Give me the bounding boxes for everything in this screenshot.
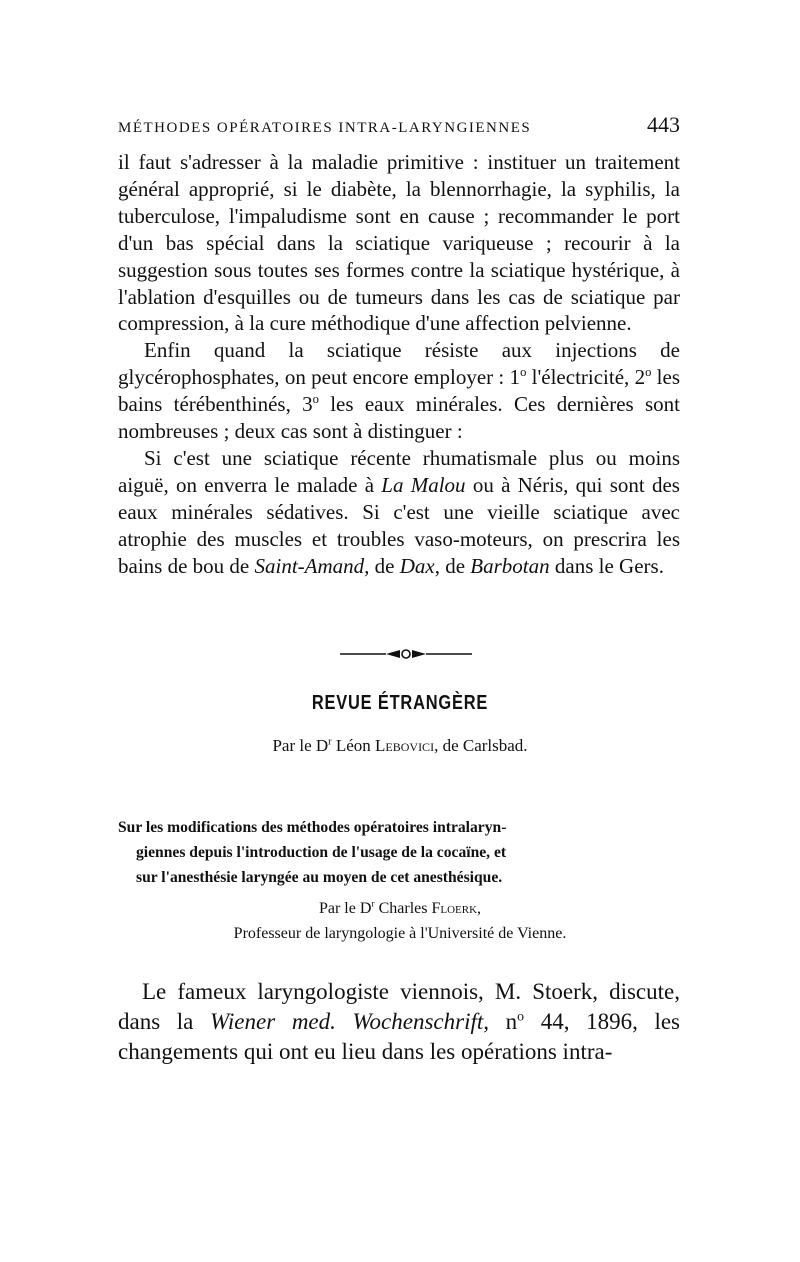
paragraph-1: il faut s'adresser à la maladie primitive : instituer un traitement général approprié, si le diabète, la blennorrhagie, la syphilis, la tuberculose, l'impaludisme sont en cause ; recommander le port d'un bas spécial dans la sciatique variqueuse ; recourir à la suggestion sous toutes ses formes contre la sciatique hystérique, à l'ablation d'esquilles ou de tumeurs dans les cas de sciatique par compression, à la cure méthodique d'une affection pelvienne. [118,150,680,336]
section-byline [0,736,800,756]
journal-name-1: Wiener [210,1009,276,1034]
article-text-a: Le fameux laryngologiste viennois, M. Stoerk, discute, dans la [118,979,680,1034]
p3-text-e: dans le Gers. [549,553,664,578]
paragraph-3 [118,445,680,580]
p3-text-a: Si c'est une sciatique récente rhumatismale plus ou moins aiguë, on enverra le malade à [118,445,680,497]
place-barbotan: Barbotan [470,553,550,578]
section-title: REVUE ÉTRANGÈRE [311,692,489,714]
running-header [118,112,680,138]
byline-surname: Lebovici [375,736,435,755]
p2-text-c: les bains térébenthinés, 3 [118,365,681,417]
p2-sup-3: o [312,392,319,407]
article-title-line-2: giennes depuis l'introduction de l'usage de la cocaïne, et [136,844,507,861]
byline-sup: r [328,736,332,748]
article-author [0,900,800,918]
byline-suffix: , de Carlsbad. [434,736,528,755]
article-sup: o [517,1008,525,1024]
article-affiliation: Professeur de laryngologie à l'Université de Vienne. [233,925,567,942]
p3-text-d: , de [434,553,471,578]
article-text [118,977,680,1067]
journal-name-2: med. Wochenschrift, [291,1009,490,1034]
ornamental-separator [340,645,472,663]
p2-text-a: Enfin quand la sciatique résiste aux injections de glycérophosphates, on peut encore employer : 1 [118,338,680,390]
byline-first-name: Léon [331,736,376,755]
article-title-line-1: Sur les modifications des méthodes opératoires intralaryn- [118,819,507,836]
p3-text-c: de [369,553,400,578]
byline-prefix: Par le D [272,736,329,755]
author-surname: Floerk [431,900,478,917]
author-suffix: , [477,900,482,917]
running-title: MÉTHODES OPÉRATOIRES INTRA-LARYNGIENNES [118,120,532,136]
paragraph-2 [118,337,680,445]
article-text-c: 44, 1896, les changements qui ont eu lieu dans les opérations intra- [118,1009,680,1064]
p3-text-b: ou à Néris, qui sont des eaux minérales sédatives. Si c'est une vieille sciatique avec atrophie des muscles et troubles vaso-moteurs, on prescrira les bains de bou de [118,472,680,578]
body-text [118,149,680,580]
article-paragraph-1 [118,977,680,1067]
author-sup: r [371,898,375,910]
author-prefix: Par le D [318,900,372,917]
p2-text-d: les eaux minérales. Ces dernières sont nombreuses ; deux cas sont à distinguer : [118,392,680,444]
page-number: 443 [647,112,680,137]
article-text-b: n [489,1009,518,1034]
place-saint-amand: Saint-Amand, [254,553,370,578]
article-title-line-3: sur l'anesthésie laryngée au moyen de cet anesthésique. [136,869,503,886]
place-dax: Dax [399,553,435,578]
p2-sup-2: o [645,365,652,380]
p2-text-b: l'électricité, 2 [526,365,646,390]
article-title [118,815,680,890]
p2-sup-1: o [520,365,527,380]
place-la-malou: La Malou [381,472,466,497]
author-first-name: Charles [374,900,432,917]
journal-space [275,1009,292,1034]
